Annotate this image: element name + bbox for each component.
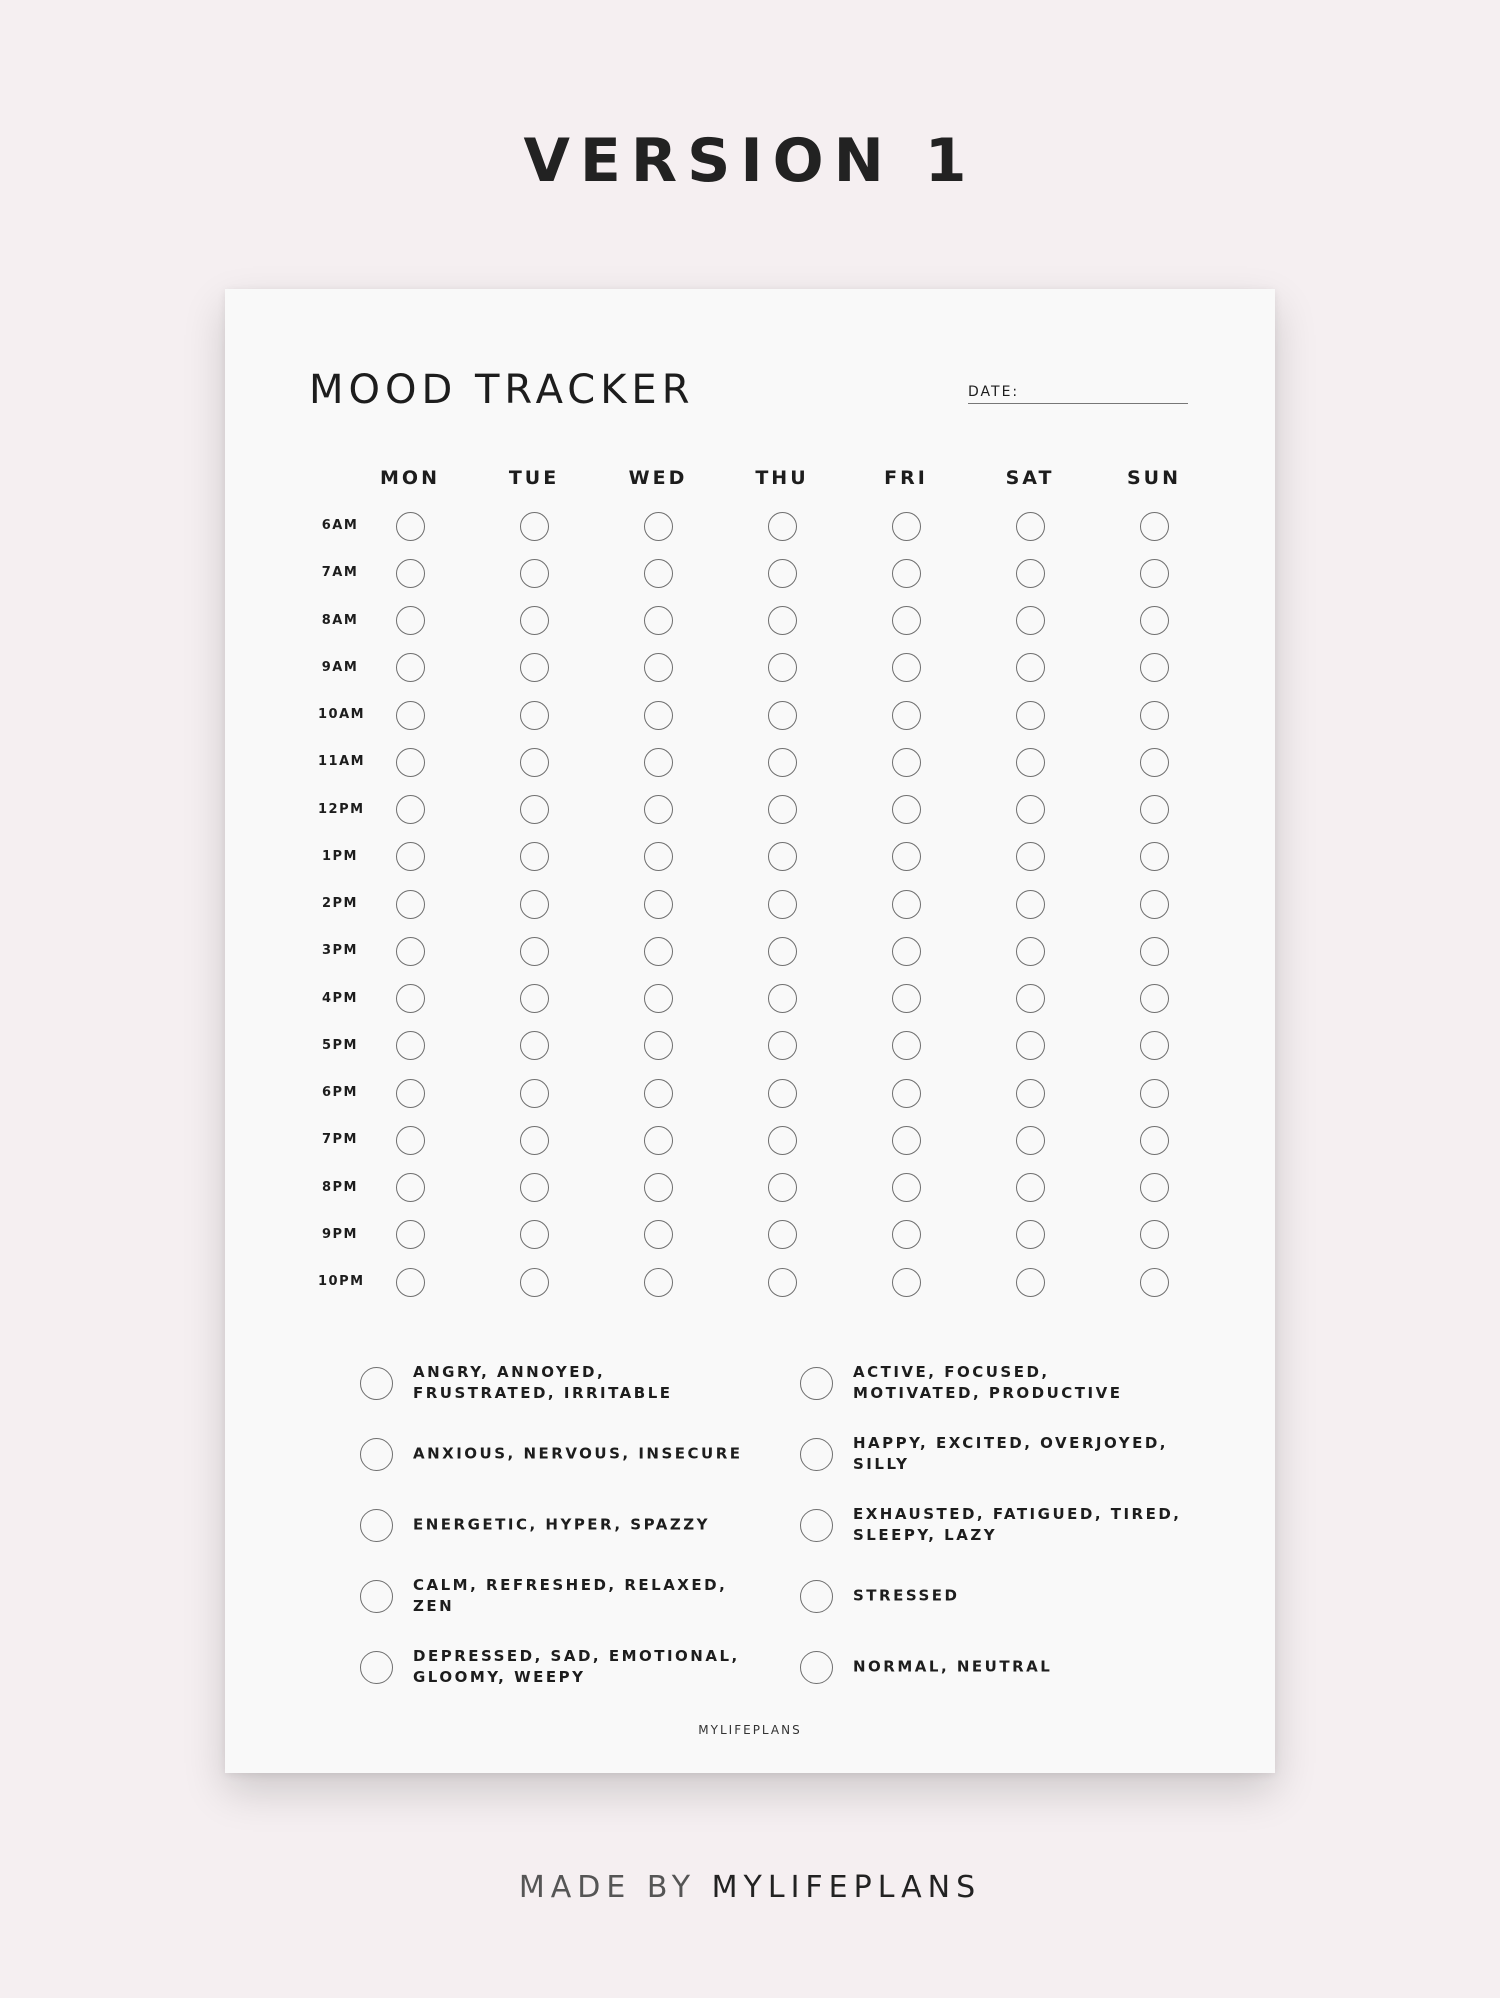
mood-circle-thu-8am[interactable] bbox=[768, 606, 797, 635]
mood-circle-thu-9pm[interactable] bbox=[768, 1220, 797, 1249]
mood-circle-mon-4pm[interactable] bbox=[396, 984, 425, 1013]
mood-circle-wed-6am[interactable] bbox=[644, 512, 673, 541]
mood-circle-mon-2pm[interactable] bbox=[396, 890, 425, 919]
mood-circle-sat-9pm[interactable] bbox=[1016, 1220, 1045, 1249]
day-header-thu: THU bbox=[755, 467, 809, 489]
mood-circle-mon-10am[interactable] bbox=[396, 701, 425, 730]
mood-circle-wed-8am[interactable] bbox=[644, 606, 673, 635]
mood-circle-mon-6am[interactable] bbox=[396, 512, 425, 541]
mood-circle-wed-3pm[interactable] bbox=[644, 937, 673, 966]
mood-circle-thu-11am[interactable] bbox=[768, 748, 797, 777]
mood-circle-sun-9am[interactable] bbox=[1140, 653, 1169, 682]
time-label: 9AM bbox=[321, 659, 359, 675]
mood-circle-tue-12pm[interactable] bbox=[520, 795, 549, 824]
mood-circle-sat-7am[interactable] bbox=[1016, 559, 1045, 588]
mood-circle-wed-5pm[interactable] bbox=[644, 1031, 673, 1060]
sheet-title: MOOD TRACKER bbox=[309, 367, 695, 413]
time-label: 2PM bbox=[321, 896, 358, 911]
mood-circle-sat-8pm[interactable] bbox=[1016, 1173, 1045, 1202]
mood-circle-wed-2pm[interactable] bbox=[644, 890, 673, 919]
time-label: 1PM bbox=[321, 848, 358, 864]
legend-label: CALM, REFRESHED, RELAXED, ZEN bbox=[413, 1576, 728, 1615]
mood-circle-fri-1pm[interactable] bbox=[892, 842, 921, 871]
legend-color-circle[interactable] bbox=[360, 1367, 393, 1400]
mood-circle-tue-9am[interactable] bbox=[520, 653, 549, 682]
date-field-line[interactable] bbox=[968, 403, 1188, 404]
legend-label: ENERGETIC, HYPER, SPAZZY bbox=[413, 1515, 710, 1534]
mood-circle-thu-4pm[interactable] bbox=[768, 984, 797, 1013]
day-header-wed: WED bbox=[628, 467, 688, 489]
mood-circle-fri-2pm[interactable] bbox=[892, 890, 921, 919]
mood-circle-thu-7pm[interactable] bbox=[768, 1126, 797, 1155]
time-label: 6AM bbox=[321, 518, 359, 533]
mood-circle-wed-10pm[interactable] bbox=[644, 1268, 673, 1297]
mood-circle-mon-5pm[interactable] bbox=[396, 1031, 425, 1060]
mood-circle-tue-3pm[interactable] bbox=[520, 937, 549, 966]
mood-circle-sun-9pm[interactable] bbox=[1140, 1220, 1169, 1249]
time-label: 11AM bbox=[318, 754, 366, 770]
legend-label: HAPPY, EXCITED, OVERJOYED, SILLY bbox=[853, 1434, 1168, 1473]
mood-circle-fri-8pm[interactable] bbox=[892, 1173, 921, 1202]
legend-label: NORMAL, NEUTRAL bbox=[853, 1657, 1053, 1676]
mood-circle-wed-7am[interactable] bbox=[644, 559, 673, 588]
mood-circle-tue-11am[interactable] bbox=[520, 748, 549, 777]
mood-circle-tue-10pm[interactable] bbox=[520, 1268, 549, 1297]
mood-circle-thu-1pm[interactable] bbox=[768, 842, 797, 871]
mood-circle-mon-8am[interactable] bbox=[396, 606, 425, 635]
mood-circle-sat-7pm[interactable] bbox=[1016, 1126, 1045, 1155]
day-header-mon: MON bbox=[380, 467, 440, 489]
mood-circle-mon-6pm[interactable] bbox=[396, 1079, 425, 1108]
mood-circle-thu-8pm[interactable] bbox=[768, 1173, 797, 1202]
time-label: 10PM bbox=[318, 1274, 365, 1289]
mood-circle-sun-4pm[interactable] bbox=[1140, 984, 1169, 1013]
time-label: 12PM bbox=[318, 801, 365, 817]
legend-label: ACTIVE, FOCUSED, MOTIVATED, PRODUCTIVE bbox=[853, 1363, 1123, 1402]
time-label: 3PM bbox=[321, 943, 358, 959]
mood-circle-wed-1pm[interactable] bbox=[644, 842, 673, 871]
mood-circle-mon-11am[interactable] bbox=[396, 748, 425, 777]
mood-circle-mon-1pm[interactable] bbox=[396, 842, 425, 871]
mood-circle-tue-5pm[interactable] bbox=[520, 1031, 549, 1060]
time-label: 9PM bbox=[321, 1226, 358, 1242]
time-label: 4PM bbox=[321, 990, 358, 1006]
mood-circle-sat-10pm[interactable] bbox=[1016, 1268, 1045, 1297]
legend-color-circle[interactable] bbox=[800, 1651, 833, 1684]
day-header-sat: SAT bbox=[1005, 467, 1055, 489]
mood-circle-thu-7am[interactable] bbox=[768, 559, 797, 588]
mood-circle-sun-8am[interactable] bbox=[1140, 606, 1169, 635]
mood-circle-wed-10am[interactable] bbox=[644, 701, 673, 730]
time-label: 5PM bbox=[321, 1037, 358, 1053]
day-header-fri: FRI bbox=[884, 467, 928, 489]
mood-circle-tue-7pm[interactable] bbox=[520, 1126, 549, 1155]
mood-circle-fri-8am[interactable] bbox=[892, 606, 921, 635]
mood-circle-sun-10pm[interactable] bbox=[1140, 1268, 1169, 1297]
mood-circle-sat-1pm[interactable] bbox=[1016, 842, 1045, 871]
time-label: 8PM bbox=[321, 1179, 358, 1195]
mood-circle-mon-8pm[interactable] bbox=[396, 1173, 425, 1202]
mood-circle-thu-6am[interactable] bbox=[768, 512, 797, 541]
mood-circle-tue-8am[interactable] bbox=[520, 606, 549, 635]
sheet-footer: MYLIFEPLANS bbox=[698, 1723, 802, 1737]
mood-circle-sun-8pm[interactable] bbox=[1140, 1173, 1169, 1202]
mood-circle-fri-6am[interactable] bbox=[892, 512, 921, 541]
mood-circle-fri-12pm[interactable] bbox=[892, 795, 921, 824]
mood-circle-sun-5pm[interactable] bbox=[1140, 1031, 1169, 1060]
mood-circle-sun-2pm[interactable] bbox=[1140, 890, 1169, 919]
mood-circle-sun-1pm[interactable] bbox=[1140, 842, 1169, 871]
mood-circle-sun-12pm[interactable] bbox=[1140, 795, 1169, 824]
day-header-tue: TUE bbox=[508, 467, 560, 489]
legend-label: ANXIOUS, NERVOUS, INSECURE bbox=[413, 1444, 743, 1463]
legend-color-circle[interactable] bbox=[360, 1580, 393, 1613]
version-title: VERSION 1 bbox=[523, 126, 977, 196]
mood-circle-tue-1pm[interactable] bbox=[520, 842, 549, 871]
legend-label: STRESSED bbox=[853, 1586, 960, 1605]
mood-circle-sun-3pm[interactable] bbox=[1140, 937, 1169, 966]
mood-circle-sat-6pm[interactable] bbox=[1016, 1079, 1045, 1108]
mood-tracker-sheet bbox=[225, 289, 1275, 1773]
mood-circle-sat-8am[interactable] bbox=[1016, 606, 1045, 635]
time-label: 10AM bbox=[318, 707, 366, 722]
mood-circle-fri-3pm[interactable] bbox=[892, 937, 921, 966]
mood-circle-wed-11am[interactable] bbox=[644, 748, 673, 777]
mood-circle-mon-7pm[interactable] bbox=[396, 1126, 425, 1155]
mood-circle-thu-3pm[interactable] bbox=[768, 937, 797, 966]
made-by-brand: MYLIFEPLANS bbox=[711, 1870, 982, 1905]
mood-circle-tue-7am[interactable] bbox=[520, 559, 549, 588]
legend-label: DEPRESSED, SAD, EMOTIONAL, GLOOMY, WEEPY bbox=[413, 1647, 740, 1686]
mood-circle-sat-10am[interactable] bbox=[1016, 701, 1045, 730]
mood-circle-sun-7am[interactable] bbox=[1140, 559, 1169, 588]
mood-circle-sat-5pm[interactable] bbox=[1016, 1031, 1045, 1060]
mood-circle-thu-5pm[interactable] bbox=[768, 1031, 797, 1060]
made-by-prefix: MADE BY bbox=[518, 1870, 712, 1905]
time-label: 7PM bbox=[321, 1132, 358, 1148]
mood-circle-wed-6pm[interactable] bbox=[644, 1079, 673, 1108]
made-by-footer bbox=[0, 1870, 1500, 1905]
mood-circle-thu-6pm[interactable] bbox=[768, 1079, 797, 1108]
mood-circle-fri-9pm[interactable] bbox=[892, 1220, 921, 1249]
day-header-sun: SUN bbox=[1126, 467, 1181, 489]
mood-circle-fri-5pm[interactable] bbox=[892, 1031, 921, 1060]
mood-circle-wed-9pm[interactable] bbox=[644, 1220, 673, 1249]
mood-circle-tue-6am[interactable] bbox=[520, 512, 549, 541]
time-label: 8AM bbox=[321, 612, 359, 628]
legend-color-circle[interactable] bbox=[800, 1580, 833, 1613]
mood-circle-thu-12pm[interactable] bbox=[768, 795, 797, 824]
legend-color-circle[interactable] bbox=[360, 1509, 393, 1542]
mood-circle-mon-3pm[interactable] bbox=[396, 937, 425, 966]
mood-circle-sat-12pm[interactable] bbox=[1016, 795, 1045, 824]
mood-circle-thu-10am[interactable] bbox=[768, 701, 797, 730]
mood-circle-tue-4pm[interactable] bbox=[520, 984, 549, 1013]
mood-circle-wed-9am[interactable] bbox=[644, 653, 673, 682]
mood-circle-tue-10am[interactable] bbox=[520, 701, 549, 730]
mood-circle-sat-11am[interactable] bbox=[1016, 748, 1045, 777]
mood-circle-mon-9pm[interactable] bbox=[396, 1220, 425, 1249]
mood-circle-sun-6am[interactable] bbox=[1140, 512, 1169, 541]
legend-label: EXHAUSTED, FATIGUED, TIRED, SLEEPY, LAZY bbox=[853, 1505, 1182, 1544]
mood-circle-wed-8pm[interactable] bbox=[644, 1173, 673, 1202]
mood-circle-tue-6pm[interactable] bbox=[520, 1079, 549, 1108]
mood-circle-wed-12pm[interactable] bbox=[644, 795, 673, 824]
legend-color-circle[interactable] bbox=[800, 1509, 833, 1542]
mood-circle-fri-6pm[interactable] bbox=[892, 1079, 921, 1108]
mood-circle-mon-10pm[interactable] bbox=[396, 1268, 425, 1297]
time-label: 6PM bbox=[321, 1085, 358, 1100]
legend-label: ANGRY, ANNOYED, FRUSTRATED, IRRITABLE bbox=[413, 1363, 673, 1402]
mood-circle-sun-6pm[interactable] bbox=[1140, 1079, 1169, 1108]
mood-circle-tue-9pm[interactable] bbox=[520, 1220, 549, 1249]
mood-circle-sat-2pm[interactable] bbox=[1016, 890, 1045, 919]
mood-circle-fri-10pm[interactable] bbox=[892, 1268, 921, 1297]
mood-circle-thu-9am[interactable] bbox=[768, 653, 797, 682]
mood-circle-wed-7pm[interactable] bbox=[644, 1126, 673, 1155]
legend-color-circle[interactable] bbox=[360, 1438, 393, 1471]
mood-circle-mon-9am[interactable] bbox=[396, 653, 425, 682]
mood-circle-sun-7pm[interactable] bbox=[1140, 1126, 1169, 1155]
mood-circle-sat-3pm[interactable] bbox=[1016, 937, 1045, 966]
mood-circle-fri-9am[interactable] bbox=[892, 653, 921, 682]
mood-circle-tue-8pm[interactable] bbox=[520, 1173, 549, 1202]
mood-circle-thu-10pm[interactable] bbox=[768, 1268, 797, 1297]
mood-circle-sun-10am[interactable] bbox=[1140, 701, 1169, 730]
mood-circle-fri-4pm[interactable] bbox=[892, 984, 921, 1013]
legend-color-circle[interactable] bbox=[360, 1651, 393, 1684]
mood-circle-fri-7pm[interactable] bbox=[892, 1126, 921, 1155]
mood-circle-sat-9am[interactable] bbox=[1016, 653, 1045, 682]
time-label: 7AM bbox=[321, 565, 359, 581]
mood-circle-sat-4pm[interactable] bbox=[1016, 984, 1045, 1013]
mood-circle-wed-4pm[interactable] bbox=[644, 984, 673, 1013]
mood-circle-sat-6am[interactable] bbox=[1016, 512, 1045, 541]
legend-color-circle[interactable] bbox=[800, 1438, 833, 1471]
mood-circle-mon-12pm[interactable] bbox=[396, 795, 425, 824]
mood-circle-sun-11am[interactable] bbox=[1140, 748, 1169, 777]
mood-circle-tue-2pm[interactable] bbox=[520, 890, 549, 919]
mood-circle-mon-7am[interactable] bbox=[396, 559, 425, 588]
mood-circle-fri-11am[interactable] bbox=[892, 748, 921, 777]
legend-color-circle[interactable] bbox=[800, 1367, 833, 1400]
mood-circle-fri-10am[interactable] bbox=[892, 701, 921, 730]
mood-circle-fri-7am[interactable] bbox=[892, 559, 921, 588]
mood-circle-thu-2pm[interactable] bbox=[768, 890, 797, 919]
date-label: DATE: bbox=[968, 384, 1020, 400]
